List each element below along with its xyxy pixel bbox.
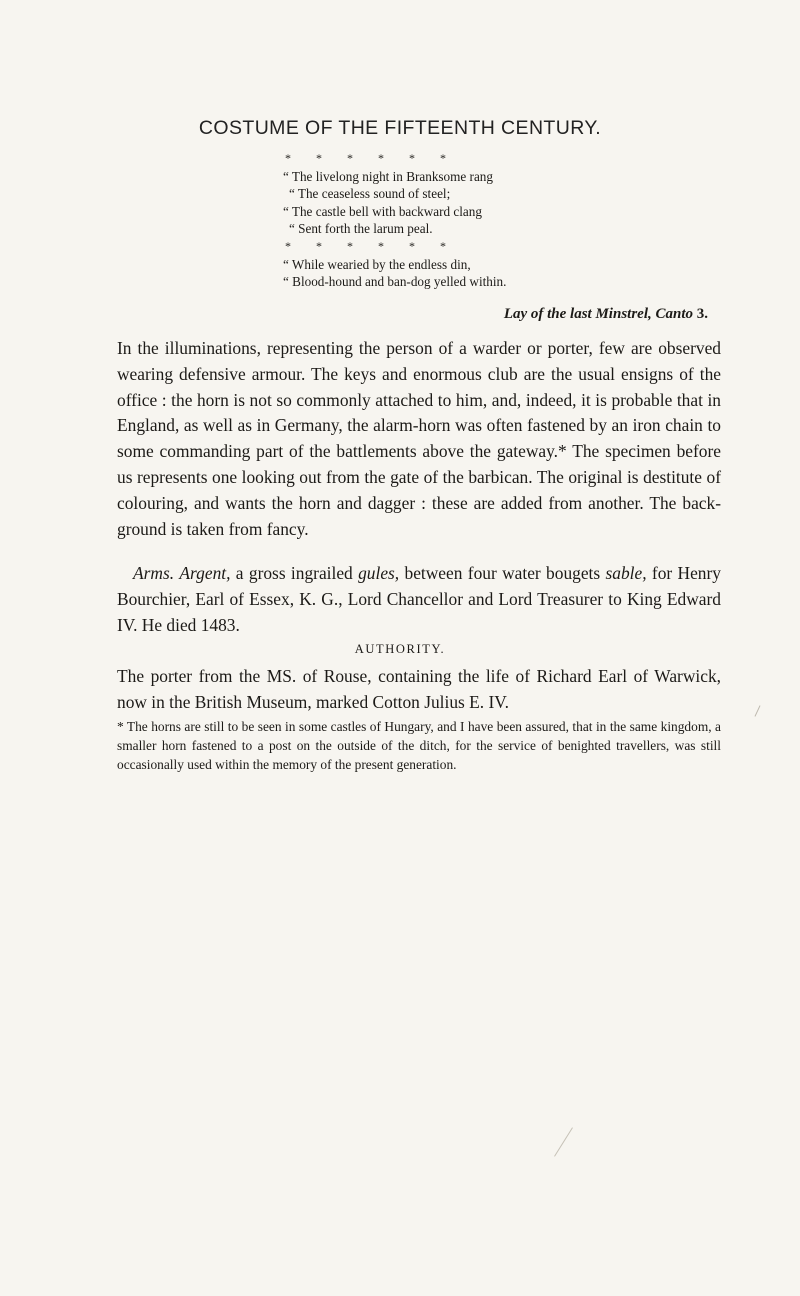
verse-line: “ Sent forth the larum peal.: [289, 221, 433, 237]
paper-mark: [554, 1127, 573, 1156]
paragraph-authority: The porter from the MS. of Rouse, containing the life of Richard Earl of Warwick, now in the British Museum, marked Cotton Julius E. IV.: [117, 666, 721, 712]
tincture-argent: Argent,: [179, 563, 231, 583]
asterism: * * * * * *: [285, 238, 446, 253]
tincture-gules: gules,: [358, 563, 400, 583]
tincture-sable: sable,: [605, 563, 647, 583]
verse-citation: [0, 306, 708, 323]
arms-text: between four water bougets: [399, 563, 606, 583]
arms-text: for Henry Bourchier, Earl of Essex, K. G., Lord Chancellor and Lord Treasurer to King Edward IV. He died 1483.: [117, 563, 721, 635]
paragraph-description: In the illuminations, representing the person of a warder or porter, few are observed wearing defensive armour. The keys and enormous club are the usual ensigns of the office : the horn is not so commonly attached to him, and, indeed, it is probable that in England, as well as in Germany, the alarm-horn was often fastened by an iron chain to some commanding part of the battlements above the gateway.* The specimen before us represents one looking out from the gate of the barbican. The original is destitute of colouring, and wants the horn and dagger : these are added from another. The back-ground is taken from fancy.: [117, 338, 721, 539]
verse-line: “ Blood-hound and ban-dog yelled within.: [283, 274, 507, 290]
verse-line: “ The castle bell with backward clang: [283, 203, 482, 219]
arms-label: Arms.: [133, 563, 175, 583]
verse-line: “ The ceaseless sound of steel;: [289, 186, 451, 202]
verse-quotation: [283, 150, 703, 291]
footnote: * The horns are still to be seen in some castles of Hungary, and I have been assured, that in the same kingdom, a smaller horn fastened to a post on the outside of the ditch, for the service of benighted travellers, was still occasionally used within the memory of the present generation.: [117, 719, 721, 772]
asterism: * * * * * *: [285, 151, 446, 165]
verse-line: “ While wearied by the endless din,: [283, 256, 471, 272]
authority-heading: AUTHORITY.: [354, 642, 446, 656]
paragraph-arms: [117, 561, 721, 638]
citation-number: 3.: [696, 306, 708, 322]
running-title: COSTUME OF THE FIFTEENTH CENTURY.: [198, 117, 602, 139]
arms-text: a gross ingrailed: [230, 563, 359, 583]
paper-mark: [755, 705, 761, 716]
citation-title: Lay of the last Minstrel, Canto: [503, 306, 693, 322]
verse-line: “ The livelong night in Branksome rang: [283, 168, 493, 184]
